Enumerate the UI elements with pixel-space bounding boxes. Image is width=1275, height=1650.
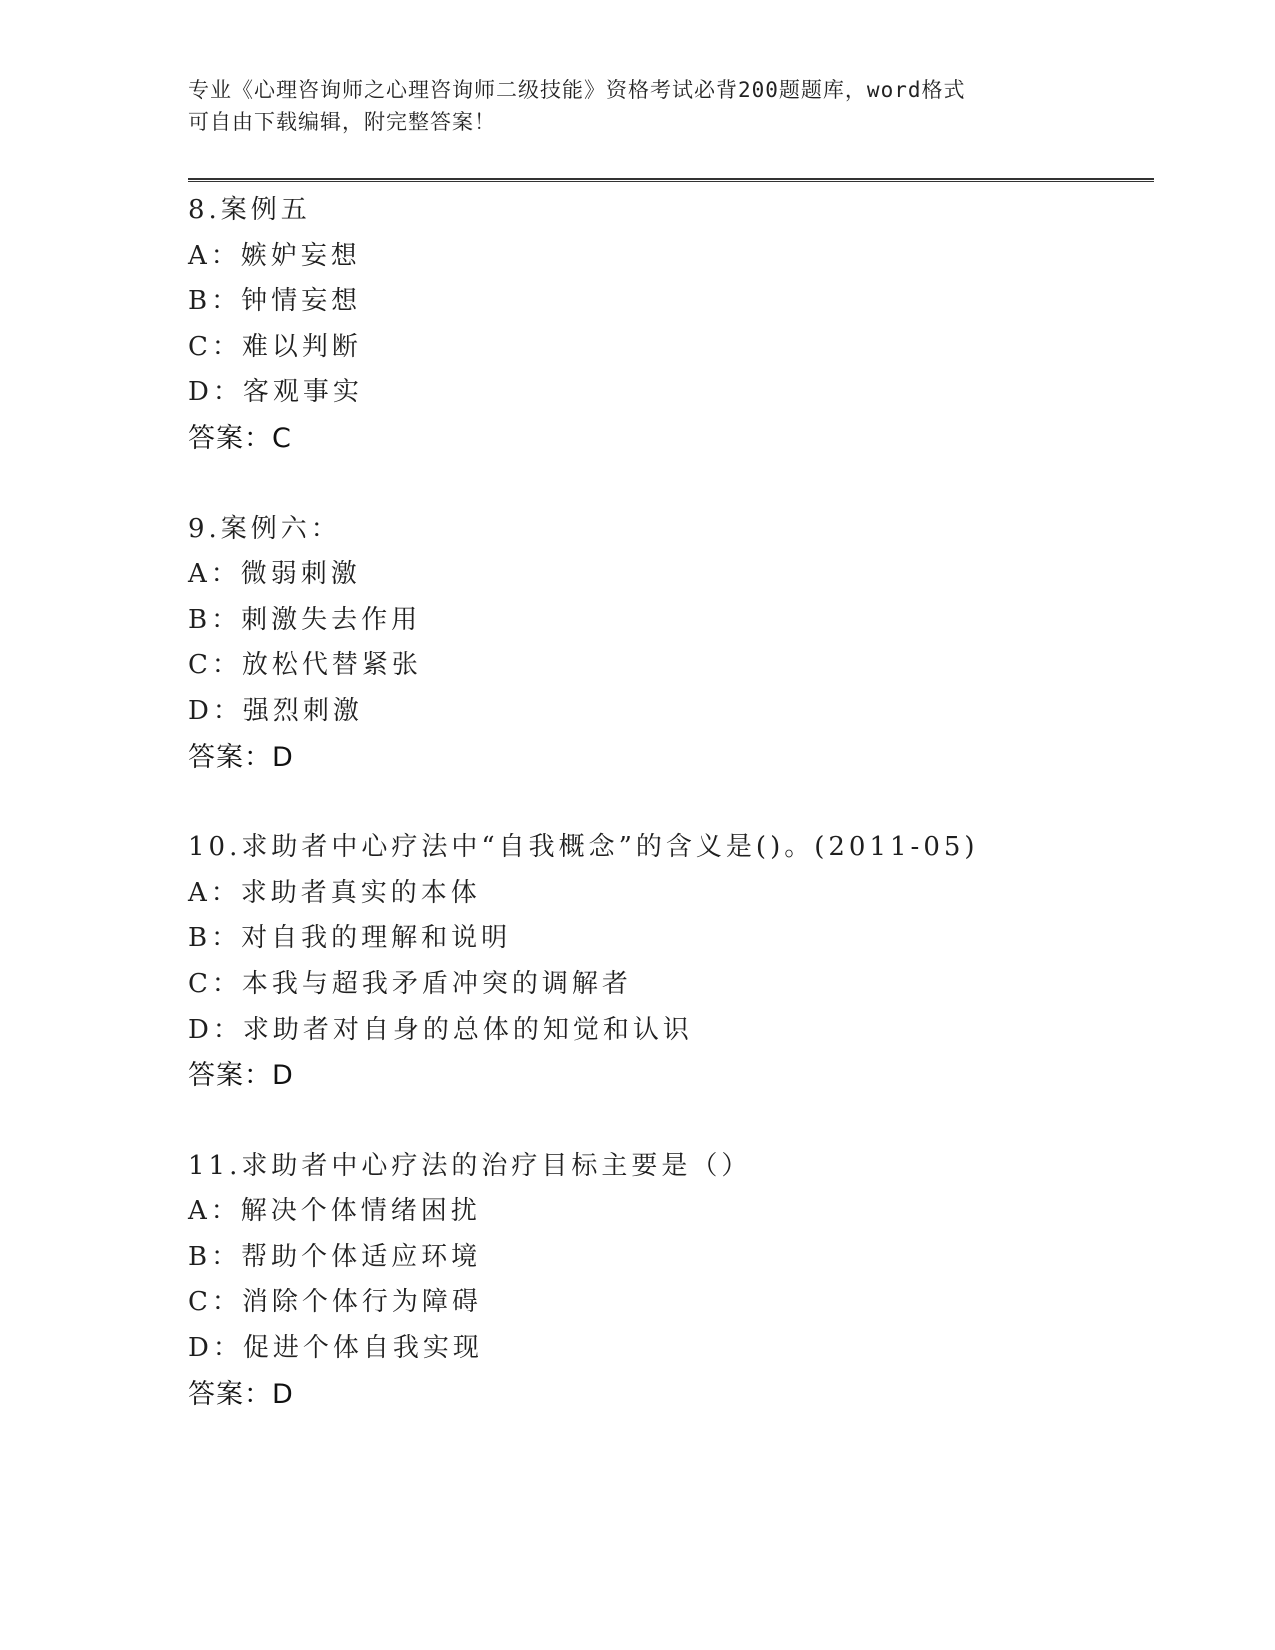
question-9 <box>188 507 1148 781</box>
option-c: C：放松代替紧张 <box>188 650 422 681</box>
question-8 <box>188 188 1148 462</box>
question-list <box>188 188 1148 1417</box>
option-d: D：求助者对自身的总体的知觉和认识 <box>188 1014 693 1045</box>
header-divider <box>188 178 1154 182</box>
option-a: A：嫉妒妄想 <box>188 240 361 271</box>
option-c: C：消除个体行为障碍 <box>188 1287 482 1318</box>
option-b: B：对自我的理解和说明 <box>188 923 512 954</box>
answer: 答案：D <box>188 741 294 773</box>
option-b: B：帮助个体适应环境 <box>188 1241 482 1272</box>
option-c: C：本我与超我矛盾冲突的调解者 <box>188 968 632 999</box>
header-line-1: 专业《心理咨询师之心理咨询师二级技能》资格考试必背200题题库，word格式 <box>188 78 966 102</box>
option-a: A：微弱刺激 <box>188 559 361 590</box>
answer: 答案：C <box>188 422 292 454</box>
question-title: 9.案例六： <box>188 513 341 544</box>
answer: 答案：D <box>188 1378 294 1410</box>
option-d: D：强烈刺激 <box>188 695 363 726</box>
option-a: A：解决个体情绪困扰 <box>188 1196 481 1227</box>
header-line-2: 可自由下载编辑，附完整答案！ <box>188 110 496 134</box>
option-a: A：求助者真实的本体 <box>188 877 481 908</box>
question-10 <box>188 825 1148 1099</box>
question-11 <box>188 1144 1148 1418</box>
document-header <box>188 74 1088 138</box>
option-d: D：客观事实 <box>188 377 363 408</box>
answer: 答案：D <box>188 1060 294 1092</box>
question-title: 8.案例五 <box>188 195 311 225</box>
option-c: C：难以判断 <box>188 331 362 362</box>
question-title: 10.求助者中心疗法中“自我概念”的含义是()。(2011-05) <box>188 832 979 863</box>
option-b: B：刺激失去作用 <box>188 604 422 635</box>
question-title: 11.求助者中心疗法的治疗目标主要是（） <box>188 1150 752 1181</box>
option-b: B：钟情妄想 <box>188 286 362 317</box>
option-d: D：促进个体自我实现 <box>188 1333 483 1364</box>
